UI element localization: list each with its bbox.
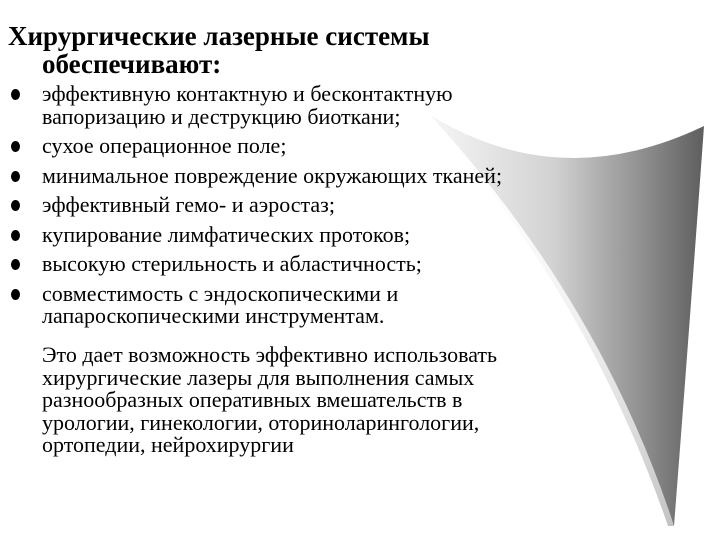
bullet-dot-icon bbox=[11, 289, 20, 300]
bullet-item bbox=[0, 280, 640, 328]
bullet-item bbox=[0, 135, 640, 158]
conclusion-line: хирургические лазеры для выполнения самых bbox=[42, 364, 475, 390]
conclusion-line: урологии, гинекологии, оториноларингологии, bbox=[42, 409, 480, 435]
bullet-item bbox=[0, 221, 640, 247]
bullet-dot-icon bbox=[11, 230, 20, 241]
bullet-text: совместимость с эндоскопическими и bbox=[42, 280, 399, 306]
bullet-dot-icon bbox=[11, 171, 20, 182]
bullet-text: эффективную контактную и бесконтактную bbox=[42, 81, 453, 106]
bullet-item bbox=[0, 83, 640, 128]
bullet-text: эффективный гемо- и аэростаз; bbox=[42, 192, 335, 217]
title-line: обеспечивают: bbox=[42, 49, 222, 79]
bullet-dot-icon bbox=[11, 89, 20, 100]
conclusion-line: разнообразных оперативных вмешательств в bbox=[42, 387, 463, 412]
bullet-item bbox=[0, 253, 640, 276]
bullet-text: вапоризацию и деструкцию биоткани; bbox=[42, 103, 401, 129]
bullet-item bbox=[0, 194, 640, 217]
bullet-text: лапароскопическими инструментам. bbox=[42, 303, 385, 328]
bullet-text: купирование лимфатических протоков; bbox=[42, 221, 411, 247]
bullet-item bbox=[0, 162, 640, 188]
slide-title bbox=[8, 22, 608, 78]
conclusion-line: Это дает возможность эффективно использовать bbox=[42, 342, 498, 367]
conclusion-line: ортопедии, нейрохирургии bbox=[42, 432, 294, 457]
bullet-dot-icon bbox=[11, 259, 20, 270]
bullet-text: минимальное повреждение окружающих тканей; bbox=[42, 162, 503, 188]
conclusion-paragraph bbox=[42, 344, 682, 457]
bullet-list bbox=[0, 83, 640, 335]
title-line: Хирургические лазерные системы bbox=[8, 21, 430, 51]
bullet-dot-icon bbox=[11, 141, 20, 152]
bullet-text: сухое операционное поле; bbox=[42, 133, 287, 158]
bullet-text: высокую стерильность и абластичность; bbox=[42, 251, 422, 276]
bullet-dot-icon bbox=[11, 200, 20, 211]
